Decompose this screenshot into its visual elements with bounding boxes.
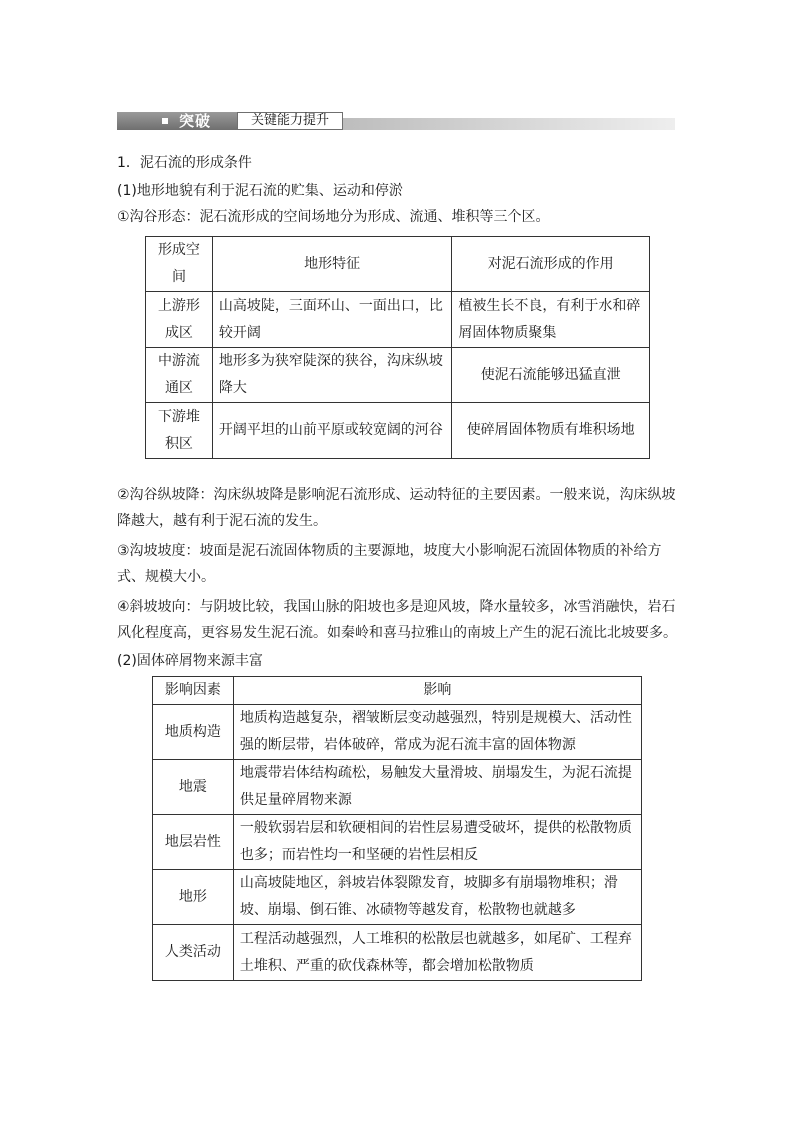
feature-cell: 山高坡陡，三面环山、一面出口，比较开阔 <box>212 292 451 348</box>
table-row <box>153 760 642 815</box>
feature-cell: 开阔平坦的山前平原或较宽阔的河谷 <box>212 403 451 459</box>
table-row <box>153 925 642 981</box>
factor-cell: 人类活动 <box>153 925 234 981</box>
header-cell: 地形特征 <box>212 237 451 292</box>
table-row <box>146 348 650 403</box>
banner-fade-bar <box>343 118 675 130</box>
header-cell: 影响因素 <box>153 677 234 705</box>
table-row <box>153 705 642 760</box>
impact-cell: 一般软弱岩层和软硬相间的岩性层易遭受破坏，提供的松散物质也多；而岩性均一和坚硬的岩性层相反 <box>233 815 641 870</box>
impact-cell: 地震带岩体结构疏松，易触发大量滑坡、崩塌发生，为泥石流提供足量碎屑物来源 <box>233 760 641 815</box>
zone-cell: 下游堆积区 <box>146 403 213 459</box>
effect-cell: 植被生长不良，有利于水和碎屑固体物质聚集 <box>452 292 650 348</box>
factor-cell: 地质构造 <box>153 705 234 760</box>
header-cell: 对泥石流形成的作用 <box>452 237 650 292</box>
table-row <box>146 403 650 459</box>
zone-cell: 中游流通区 <box>146 348 213 403</box>
header-cell: 影响 <box>233 677 641 705</box>
debris-source-table <box>152 676 642 981</box>
feature-cell: 地形多为狭窄陡深的狭谷，沟床纵坡降大 <box>212 348 451 403</box>
effect-cell: 使泥石流能够迅猛直泄 <box>452 348 650 403</box>
section-heading: 1．泥石流的形成条件 <box>117 155 252 171</box>
impact-cell: 地质构造越复杂，褶皱断层变动越强烈，特别是规模大、活动性强的断层带，岩体破碎，常成为泥石流丰富的固体物源 <box>233 705 641 760</box>
banner-dark-bar <box>117 112 237 130</box>
banner-subtitle: 关键能力提升 <box>237 112 343 130</box>
section-banner <box>117 112 675 130</box>
point-longitudinal-slope: ②沟谷纵坡降：沟床纵坡降是影响泥石流形成、运动特征的主要因素。一般来说，沟床纵坡降越大，越有利于泥石流的发生。 <box>117 487 676 529</box>
subheading-debris-source: (2)固体碎屑物来源丰富 <box>117 653 263 669</box>
factor-cell: 地震 <box>153 760 234 815</box>
formation-zone-table <box>145 236 650 459</box>
factor-cell: 地形 <box>153 870 234 925</box>
table-row <box>153 815 642 870</box>
effect-cell: 使碎屑固体物质有堆积场地 <box>452 403 650 459</box>
table-row <box>153 870 642 925</box>
table-header-row <box>153 677 642 705</box>
table-header-row <box>146 237 650 292</box>
banner-title: 突破 <box>179 112 212 130</box>
point-slope-gradient: ③沟坡坡度：坡面是泥石流固体物质的主要源地，坡度大小影响泥石流固体物质的补给方式、规模大小。 <box>117 543 662 585</box>
square-bullet-icon <box>162 118 168 124</box>
impact-cell: 山高坡陡地区，斜坡岩体裂隙发育，坡脚多有崩塌物堆积；滑坡、崩塌、倒石锥、冰碛物等越发育，松散物也就越多 <box>233 870 641 925</box>
point-slope-aspect: ④斜坡坡向：与阴坡比较，我国山脉的阳坡也多是迎风坡，降水量较多，冰雪消融快，岩石风化程度高，更容易发生泥石流。如秦岭和喜马拉雅山的南坡上产生的泥石流比北坡要多。 <box>117 599 677 641</box>
subheading-terrain: (1)地形地貌有利于泥石流的贮集、运动和停淤 <box>117 183 403 199</box>
factor-cell: 地层岩性 <box>153 815 234 870</box>
point-valley-shape: ①沟谷形态：泥石流形成的空间场地分为形成、流通、堆积等三个区。 <box>117 209 550 225</box>
zone-cell: 上游形成区 <box>146 292 213 348</box>
table-row <box>146 292 650 348</box>
header-cell: 形成空间 <box>146 237 213 292</box>
impact-cell: 工程活动越强烈，人工堆积的松散层也就越多，如尾矿、工程弃土堆积、严重的砍伐森林等，都会增加松散物质 <box>233 925 641 981</box>
